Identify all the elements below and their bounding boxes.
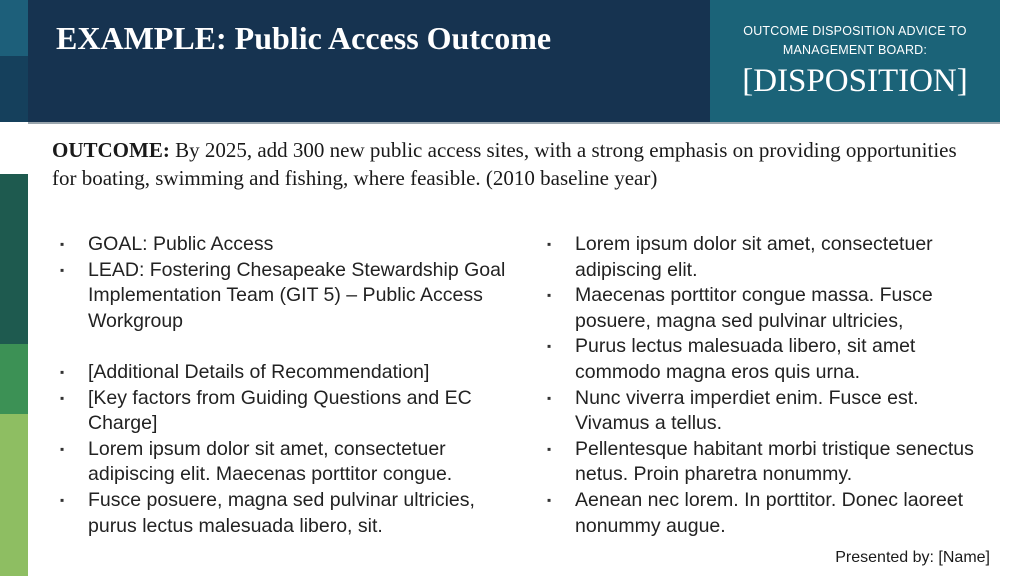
square-bullet-icon: ▪ bbox=[547, 237, 552, 251]
square-bullet-icon: ▪ bbox=[547, 441, 552, 456]
square-bullet-icon: ▪ bbox=[60, 390, 65, 405]
bullet-text: Nunc viverra imperdiet enim. Fusce est. Vivamus a tellus. bbox=[575, 386, 919, 435]
bullet-text: Maecenas porttitor congue massa. Fusce posuere, magna sed pulvinar ultricies, bbox=[575, 284, 933, 332]
square-bullet-icon: ▪ bbox=[547, 390, 552, 405]
disposition-value: [DISPOSITION] bbox=[742, 63, 968, 99]
list-item bbox=[545, 386, 985, 437]
disposition-box bbox=[710, 0, 1000, 122]
bullet-text: Aenean nec lorem. In porttitor. Donec laoreet nonummy augue. bbox=[575, 488, 964, 537]
square-bullet-icon: ▪ bbox=[60, 492, 65, 507]
square-bullet-icon: ▪ bbox=[60, 364, 65, 379]
stripe-segment-teal bbox=[0, 0, 28, 56]
stripe-segment-dark-green bbox=[0, 174, 28, 344]
bullet-text: [Additional Details of Recommendation] bbox=[88, 360, 430, 383]
bullet-text: LEAD: Fostering Chesapeake Stewardship Goal Implementation Team (GIT 5) – Public Access Workgroup bbox=[88, 258, 506, 332]
outcome-label: OUTCOME: bbox=[52, 138, 170, 162]
stripe-segment-white bbox=[0, 122, 28, 174]
list-spacer bbox=[58, 334, 518, 360]
left-accent-stripe bbox=[0, 0, 28, 576]
list-item bbox=[58, 386, 518, 437]
square-bullet-icon: ▪ bbox=[60, 237, 65, 251]
square-bullet-icon: ▪ bbox=[60, 262, 65, 277]
list-item bbox=[545, 283, 985, 334]
stripe-segment-green bbox=[0, 344, 28, 414]
list-item bbox=[545, 437, 985, 488]
list-item bbox=[545, 232, 985, 283]
outcome-text: By 2025, add 300 new public access sites, with a strong emphasis on providing opportunities for boating, swimming and fishing, where feasible. (2010 baseline year) bbox=[52, 138, 957, 190]
header-divider bbox=[28, 122, 1000, 124]
square-bullet-icon: ▪ bbox=[547, 339, 552, 354]
outcome-statement bbox=[52, 136, 982, 192]
bullet-text: [Key factors from Guiding Questions and EC Charge] bbox=[88, 386, 472, 435]
bullet-text: GOAL: Public Access bbox=[88, 233, 274, 255]
list-item bbox=[58, 360, 518, 386]
square-bullet-icon: ▪ bbox=[547, 492, 552, 507]
disposition-caption-line1: OUTCOME DISPOSITION ADVICE TO bbox=[743, 24, 967, 38]
bullet-text: Fusce posuere, magna sed pulvinar ultricies, purus lectus malesuada libero, sit. bbox=[88, 488, 475, 537]
list-item bbox=[58, 232, 518, 258]
bullet-text: Lorem ipsum dolor sit amet, consectetuer adipiscing elit. Maecenas porttitor congue. bbox=[88, 437, 453, 486]
square-bullet-icon: ▪ bbox=[60, 441, 65, 456]
bullet-text: Lorem ipsum dolor sit amet, consectetuer adipiscing elit. bbox=[575, 233, 933, 281]
bullet-text: Pellentesque habitant morbi tristique senectus netus. Proin pharetra nonummy. bbox=[575, 437, 974, 486]
disposition-caption-line2: MANAGEMENT BOARD: bbox=[782, 43, 928, 57]
square-bullet-icon: ▪ bbox=[547, 288, 552, 303]
right-bullet-list bbox=[545, 232, 985, 539]
list-item bbox=[58, 488, 518, 539]
bullet-text: Purus lectus malesuada libero, sit amet commodo magna eros quis urna. bbox=[575, 335, 916, 383]
disposition-caption bbox=[710, 22, 1000, 60]
presented-by: Presented by: [Name] bbox=[835, 549, 990, 566]
list-item bbox=[58, 437, 518, 488]
slide-title: EXAMPLE: Public Access Outcome bbox=[56, 20, 552, 56]
left-bullet-list bbox=[58, 232, 518, 539]
list-item bbox=[58, 258, 518, 335]
stripe-segment-light-green bbox=[0, 414, 28, 576]
stripe-segment-navy bbox=[0, 56, 28, 122]
header-band bbox=[28, 0, 710, 122]
list-item bbox=[545, 488, 985, 539]
list-item bbox=[545, 334, 985, 385]
